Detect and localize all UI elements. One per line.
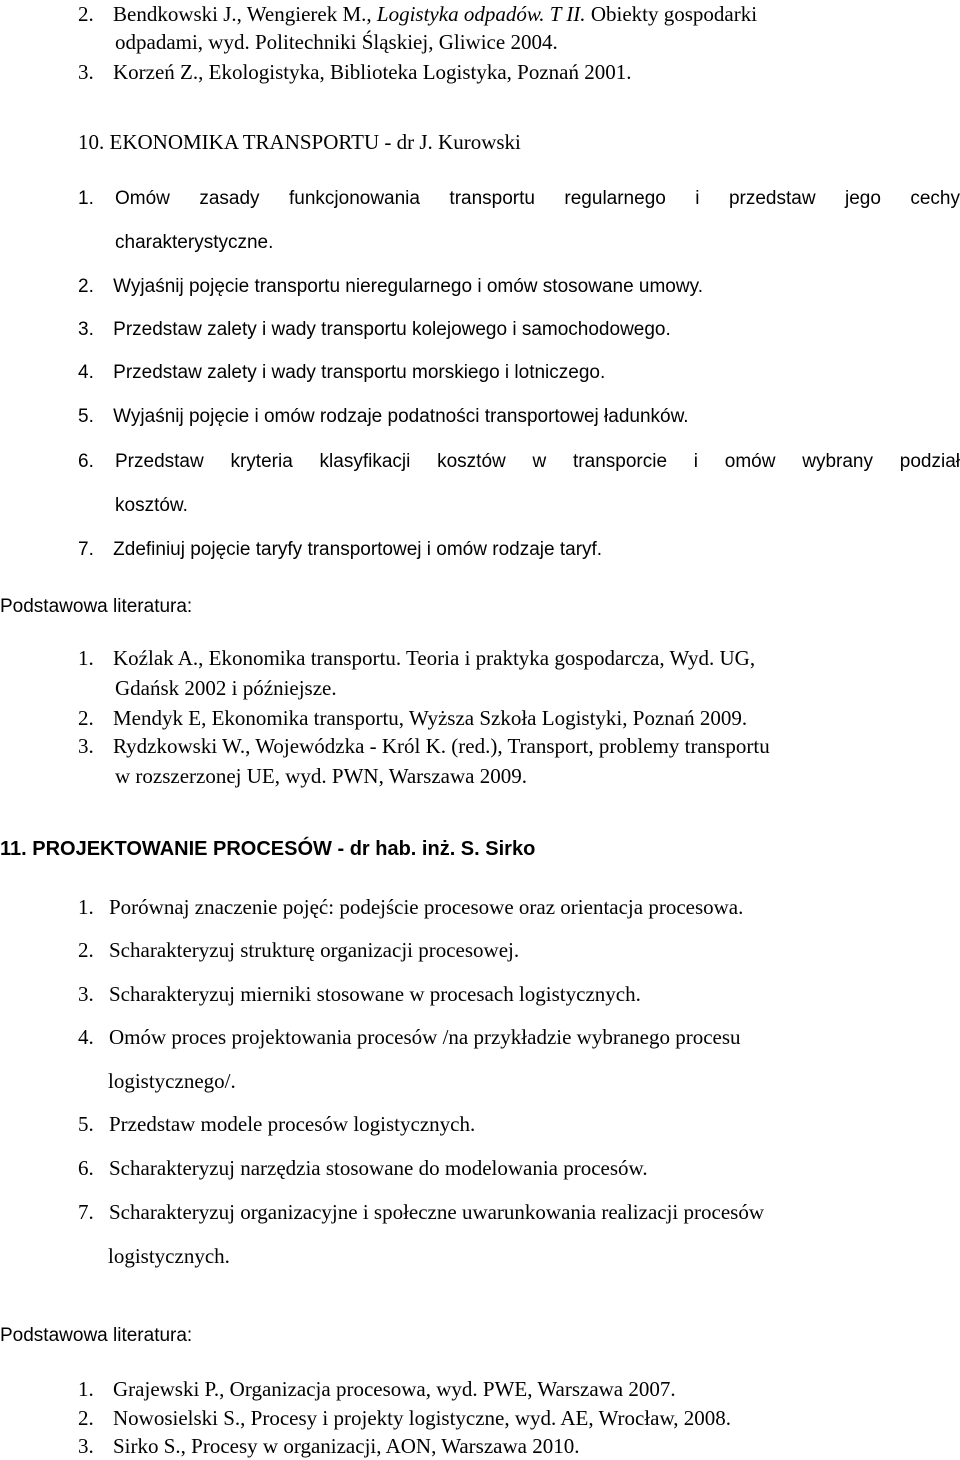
question-text: Wyjaśnij pojęcie i omów rodzaje podatności transportowej ładunków. — [113, 406, 689, 427]
literature-text: Nowosielski S., Procesy i projekty logistyczne, wyd. AE, Wrocław, 2008. — [113, 1406, 731, 1430]
question-text: Zdefiniuj pojęcie taryfy transportowej i omów rodzaje taryf. — [113, 539, 603, 560]
literature-continuation: w rozszerzonej UE, wyd. PWN, Warszawa 2009. — [115, 764, 527, 788]
reference-text: Bendkowski J., Wengierek M., Logistyka odpadów. T II. Obiekty gospodarki — [113, 2, 758, 26]
literature-text: Grajewski P., Organizacja procesowa, wyd. PWE, Warszawa 2007. — [113, 1377, 676, 1401]
item-number: 3. — [78, 60, 94, 84]
item-number: 4. — [78, 1025, 94, 1049]
literature-continuation: Gdańsk 2002 i późniejsze. — [115, 676, 337, 700]
item-number: 7. — [78, 1200, 94, 1224]
reference-text: Korzeń Z., Ekologistyka, Biblioteka Logistyka, Poznań 2001. — [113, 60, 632, 84]
item-number: 3. — [78, 734, 94, 758]
question-item — [78, 1025, 741, 1050]
item-number: 6. — [78, 1156, 94, 1180]
reference-continuation: odpadami, wyd. Politechniki Śląskiej, Gliwice 2004. — [115, 30, 558, 54]
question-text: Przedstaw modele procesów logistycznych. — [109, 1112, 476, 1136]
item-number: 2. — [78, 276, 94, 297]
question-text: Wyjaśnij pojęcie transportu nieregularnego i omów stosowane umowy. — [113, 276, 703, 297]
item-number: 1. — [78, 895, 94, 919]
item-number: 4. — [78, 362, 94, 383]
question-continuation: logistycznego/. — [108, 1069, 236, 1093]
question-item — [78, 1200, 764, 1225]
question-item — [78, 406, 689, 428]
literature-text: Sirko S., Procesy w organizacji, AON, Warszawa 2010. — [113, 1434, 580, 1458]
literature-text: Mendyk E, Ekonomika transportu, Wyższa Szkoła Logistyki, Poznań 2009. — [113, 706, 748, 730]
item-number: 1. — [78, 1377, 94, 1401]
literature-item — [78, 1434, 579, 1459]
section-heading: 10. EKONOMIKA TRANSPORTU - dr J. Kurowski — [78, 130, 521, 154]
item-number: 1. — [78, 188, 94, 209]
literature-text: Rydzkowski W., Wojewódzka - Król K. (red.), Transport, problemy transportu — [113, 734, 770, 758]
item-number: 2. — [78, 2, 94, 26]
question-continuation: logistycznych. — [108, 1244, 230, 1268]
question-text: Omów zasady funkcjonowania transportu regularnego i przedstaw jego cechy — [115, 188, 960, 209]
literature-item — [78, 1406, 731, 1431]
item-number: 5. — [78, 406, 94, 427]
literature-item — [78, 646, 755, 671]
item-number: 3. — [78, 1434, 94, 1458]
question-text: Przedstaw kryteria klasyfikacji kosztów w transporcie i omów wybrany podział — [115, 451, 960, 472]
question-text: Porównaj znaczenie pojęć: podejście procesowe oraz orientacja procesowa. — [109, 895, 744, 919]
literature-text: Koźlak A., Ekonomika transportu. Teoria i praktyka gospodarcza, Wyd. UG, — [113, 646, 756, 670]
item-number: 3. — [78, 319, 94, 340]
question-item — [78, 539, 602, 561]
question-item — [78, 1156, 648, 1181]
question-text: Omów proces projektowania procesów /na przykładzie wybranego procesu — [109, 1025, 741, 1049]
literature-heading: Podstawowa literatura: — [0, 1325, 193, 1346]
question-continuation: kosztów. — [115, 495, 188, 516]
literature-item — [78, 734, 770, 759]
item-number: 5. — [78, 1112, 94, 1136]
item-number: 2. — [78, 938, 94, 962]
question-item — [78, 276, 703, 298]
question-text: Scharakteryzuj strukturę organizacji procesowej. — [109, 938, 520, 962]
question-text: Scharakteryzuj mierniki stosowane w procesach logistycznych. — [109, 982, 641, 1006]
item-number: 2. — [78, 1406, 94, 1430]
question-continuation: charakterystyczne. — [115, 232, 274, 253]
question-text: Scharakteryzuj narzędzia stosowane do modelowania procesów. — [109, 1156, 648, 1180]
question-item — [78, 362, 605, 384]
item-number: 3. — [78, 982, 94, 1006]
item-number: 7. — [78, 539, 94, 560]
item-number: 6. — [78, 451, 94, 472]
literature-item — [78, 706, 747, 731]
reference-item — [78, 60, 632, 85]
question-text: Przedstaw zalety i wady transportu morskiego i lotniczego. — [113, 362, 606, 383]
question-text: Przedstaw zalety i wady transportu kolejowego i samochodowego. — [113, 319, 671, 340]
question-item — [78, 938, 519, 963]
reference-item — [78, 2, 757, 27]
question-item — [78, 982, 641, 1007]
question-item — [78, 1112, 475, 1137]
question-text: Scharakteryzuj organizacyjne i społeczne uwarunkowania realizacji procesów — [109, 1200, 764, 1224]
question-item — [78, 895, 743, 920]
section-heading: 11. PROJEKTOWANIE PROCESÓW - dr hab. inż. S. Sirko — [0, 838, 536, 860]
question-item — [78, 319, 671, 341]
literature-heading: Podstawowa literatura: — [0, 596, 193, 617]
literature-item — [78, 1377, 676, 1402]
item-number: 1. — [78, 646, 94, 670]
item-number: 2. — [78, 706, 94, 730]
